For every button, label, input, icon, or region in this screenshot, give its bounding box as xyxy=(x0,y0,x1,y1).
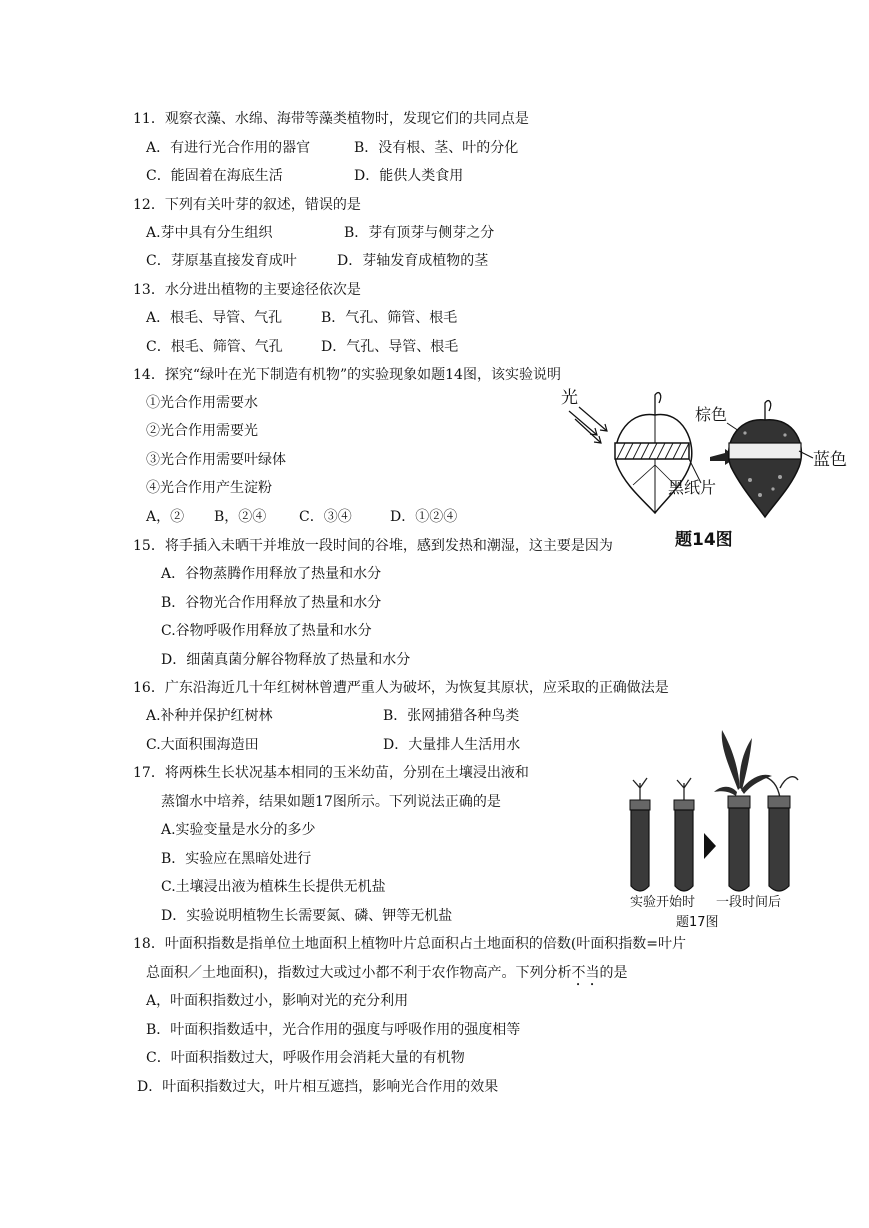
q14-option-b: B，②④ xyxy=(214,509,267,525)
q16-option-b: B．张网捕猎各种鸟类 xyxy=(383,708,520,724)
q14-option-c: C．③④ xyxy=(299,509,352,525)
q11-option-d: D．能供人类食用 xyxy=(354,168,464,184)
q11-option-a: A．有进行光合作用的器官 xyxy=(146,140,311,156)
blue-label: 蓝色 xyxy=(813,450,847,470)
q13-option-c: C．根毛、筛管、气孔 xyxy=(146,339,283,355)
q18-stem-post: 的是 xyxy=(599,965,628,981)
q18-stem-line-2 xyxy=(146,963,627,989)
q17-option-d: D．实验说明植物生长需要氮、磷、钾等无机盐 xyxy=(161,908,453,924)
q15-stem: 15．将手插入未晒干并堆放一段时间的谷堆，感到发热和潮湿，这主要是因为 xyxy=(133,538,613,554)
q12-option-b: B．芽有顶芽与侧芽之分 xyxy=(344,225,495,241)
light-label: 光 xyxy=(561,388,578,408)
q18-stem-pre: 总面积／土地面积)，指数过大或过小都不利于农作物高产。下列分析 xyxy=(146,965,572,981)
brown-label: 棕色 xyxy=(695,405,728,424)
q18-stem-emphasis: 不当 xyxy=(571,965,600,981)
q16-option-c: C.大面积围海造田 xyxy=(146,737,259,753)
q14-statement-1: ①光合作用需要水 xyxy=(146,395,258,411)
q17-option-a: A.实验变量是水分的多少 xyxy=(161,822,316,838)
small-seedling-icon xyxy=(633,778,691,800)
weak-plant-icon xyxy=(762,776,798,798)
test-tube-start-icon xyxy=(630,800,694,891)
q18-option-a: A，叶面积指数过小，影响对光的充分利用 xyxy=(146,993,409,1009)
q16-option-d: D．大量排人生活用水 xyxy=(383,737,521,753)
q11-option-c: C．能固着在海底生活 xyxy=(146,168,283,184)
start-label: 实验开始时 xyxy=(630,895,696,910)
q14-statement-2: ②光合作用需要光 xyxy=(146,423,258,439)
q14-stem: 14．探究“绿叶在光下制造有机物”的实验现象如题14图，该实验说明 xyxy=(133,367,561,383)
figure-17-caption: 题17图 xyxy=(676,915,719,930)
test-tube-later-icon xyxy=(728,796,790,891)
q15-option-a: A．谷物蒸腾作用释放了热量和水分 xyxy=(161,566,382,582)
q15-option-d: D．细菌真菌分解谷物释放了热量和水分 xyxy=(161,652,411,668)
q12-option-a: A.芽中具有分生组织 xyxy=(146,225,273,241)
q16-option-a: A.补种并保护红树林 xyxy=(146,708,273,724)
arrow-icon xyxy=(704,833,716,859)
q18-option-c: C．叶面积指数过大，呼吸作用会消耗大量的有机物 xyxy=(146,1050,465,1066)
q18-stem-line-1: 18．叶面积指数是指单位土地面积上植物叶片总面积占土地面积的倍数(叶面积指数=叶片 xyxy=(133,936,687,952)
q13-option-d: D．气孔、导管、根毛 xyxy=(321,339,459,355)
q14-statement-4: ④光合作用产生淀粉 xyxy=(146,480,272,496)
q12-option-c: C．芽原基直接发育成叶 xyxy=(146,253,297,269)
q16-stem: 16．广东沿海近几十年红树林曾遭严重人为破坏，为恢复其原状，应采取的正确做法是 xyxy=(133,680,669,696)
q14-option-d: D．①②④ xyxy=(390,509,458,525)
stained-leaf-icon xyxy=(729,401,802,517)
q18-option-b: B．叶面积指数适中，光合作用的强度与呼吸作用的强度相等 xyxy=(146,1022,521,1038)
q11-option-b: B．没有根、茎、叶的分化 xyxy=(354,140,519,156)
tall-plant-icon xyxy=(714,730,772,796)
q13-option-b: B．气孔、筛管、根毛 xyxy=(321,310,458,326)
q15-option-b: B．谷物光合作用释放了热量和水分 xyxy=(161,595,382,611)
later-label: 一段时间后 xyxy=(716,895,782,910)
q12-option-d: D．芽轴发育成植物的茎 xyxy=(337,253,489,269)
q15-option-c: C.谷物呼吸作用释放了热量和水分 xyxy=(161,623,372,639)
q12-stem: 12．下列有关叶芽的叙述，错误的是 xyxy=(133,197,361,213)
q13-stem: 13．水分进出植物的主要途径依次是 xyxy=(133,282,361,298)
q17-option-b: B．实验应在黑暗处进行 xyxy=(161,851,312,867)
q17-stem-line-1: 17．将两株生长状况基本相同的玉米幼苗，分别在土壤浸出液和 xyxy=(133,765,529,781)
light-arrows-icon xyxy=(569,407,607,443)
black-paper-label: 黑纸片 xyxy=(668,478,717,497)
figure-17 xyxy=(620,728,800,933)
q17-option-c: C.土壤浸出液为植株生长提供无机盐 xyxy=(161,879,386,895)
figure-14 xyxy=(555,385,855,555)
q14-option-a: A，② xyxy=(146,509,185,525)
q11-stem: 11．观察衣藻、水绵、海带等藻类植物时，发现它们的共同点是 xyxy=(133,111,529,127)
q14-statement-3: ③光合作用需要叶绿体 xyxy=(146,452,286,468)
figure-14-caption: 题14图 xyxy=(675,530,733,550)
q17-stem-line-2: 蒸馏水中培养，结果如题17图所示。下列说法正确的是 xyxy=(161,794,501,810)
q13-option-a: A．根毛、导管、气孔 xyxy=(146,310,283,326)
q18-option-d: D．叶面积指数过大，叶片相互遮挡，影响光合作用的效果 xyxy=(137,1079,499,1095)
